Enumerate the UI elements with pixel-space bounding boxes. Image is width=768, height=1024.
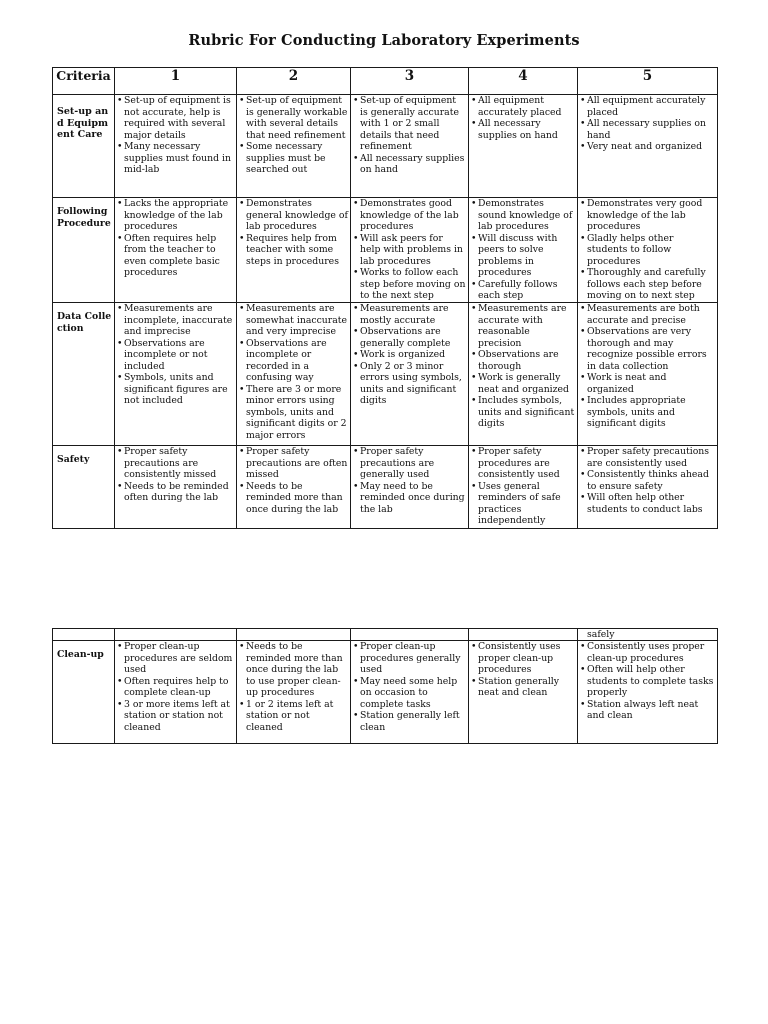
level-header: 3 bbox=[351, 68, 469, 95]
descriptor-item: • All equipment accurately placed bbox=[471, 95, 575, 118]
descriptor-list bbox=[353, 446, 466, 515]
descriptor-list bbox=[471, 446, 575, 527]
descriptor-item: • Station generally left clean bbox=[353, 710, 466, 733]
continuation-row bbox=[53, 629, 718, 641]
descriptor-list bbox=[580, 641, 715, 722]
descriptor-list bbox=[580, 446, 715, 515]
rubric-table-continued bbox=[52, 628, 718, 744]
rubric-row-data-collection bbox=[53, 303, 718, 446]
descriptor-item: • Will discuss with peers to solve problems in procedures bbox=[471, 233, 575, 279]
rubric-cell-level-5 bbox=[578, 303, 718, 446]
descriptor-item: • Observations are incomplete or not included bbox=[117, 338, 234, 373]
descriptor-item: • Many necessary supplies must found in mid-lab bbox=[117, 141, 234, 176]
descriptor-item: • All necessary supplies on hand bbox=[353, 153, 466, 176]
rubric-cell-level-1 bbox=[115, 198, 237, 303]
descriptor-list bbox=[471, 95, 575, 141]
descriptor-list bbox=[353, 641, 466, 733]
header-row bbox=[53, 68, 718, 95]
continuation-cell bbox=[237, 629, 351, 641]
descriptor-item: • Will ask peers for help with problems in lab procedures bbox=[353, 233, 466, 268]
descriptor-list bbox=[353, 303, 466, 407]
rubric-cell-level-5 bbox=[578, 95, 718, 198]
rubric-row-following-procedure bbox=[53, 198, 718, 303]
continuation-cell bbox=[351, 629, 469, 641]
descriptor-list bbox=[239, 95, 348, 176]
criteria-label: Data Collection bbox=[53, 303, 115, 446]
descriptor-list bbox=[353, 198, 466, 302]
rubric-cell-level-3 bbox=[351, 641, 469, 744]
descriptor-item: • May need to be reminded once during the lab bbox=[353, 481, 466, 516]
criteria-label: Following Procedure bbox=[53, 198, 115, 303]
rubric-cell-level-4 bbox=[469, 641, 578, 744]
descriptor-list bbox=[117, 446, 234, 504]
descriptor-item: • Gladly helps other students to follow procedures bbox=[580, 233, 715, 268]
descriptor-item: • Station always left neat and clean bbox=[580, 699, 715, 722]
descriptor-item: • Observations are generally complete bbox=[353, 326, 466, 349]
descriptor-item: • Demonstrates general knowledge of lab procedures bbox=[239, 198, 348, 233]
continuation-cell bbox=[115, 629, 237, 641]
descriptor-item: • Demonstrates very good knowledge of the lab procedures bbox=[580, 198, 715, 233]
criteria-label: Safety bbox=[53, 446, 115, 529]
descriptor-item: • Proper safety precautions are often missed bbox=[239, 446, 348, 481]
descriptor-list bbox=[239, 198, 348, 267]
descriptor-item: • Includes appropriate symbols, units and significant digits bbox=[580, 395, 715, 430]
descriptor-list bbox=[580, 198, 715, 302]
descriptor-item: • Only 2 or 3 minor errors using symbols, units and significant digits bbox=[353, 361, 466, 407]
descriptor-list bbox=[471, 641, 575, 699]
rubric-cell-level-4 bbox=[469, 198, 578, 303]
descriptor-item: • Often will help other students to complete tasks properly bbox=[580, 664, 715, 699]
rubric-cell-level-1 bbox=[115, 95, 237, 198]
rubric-cell-level-1 bbox=[115, 446, 237, 529]
rubric-cell-level-5 bbox=[578, 641, 718, 744]
descriptor-item: • Proper safety procedures are consistently used bbox=[471, 446, 575, 481]
descriptor-item: • Needs to be reminded more than once during the lab bbox=[239, 481, 348, 516]
descriptor-item: • Very neat and organized bbox=[580, 141, 715, 153]
descriptor-item: • 1 or 2 items left at station or not cleaned bbox=[239, 699, 348, 734]
descriptor-list bbox=[239, 446, 348, 515]
descriptor-item: • Often requires help from the teacher to even complete basic procedures bbox=[117, 233, 234, 279]
descriptor-item: • Set-up of equipment is not accurate, help is required with several major details bbox=[117, 95, 234, 141]
descriptor-item: • Measurements are accurate with reasonable precision bbox=[471, 303, 575, 349]
rubric-cell-level-4 bbox=[469, 95, 578, 198]
continuation-cell bbox=[469, 629, 578, 641]
descriptor-item: • Symbols, units and significant figures are not included bbox=[117, 372, 234, 407]
rubric-cell-level-2 bbox=[237, 303, 351, 446]
descriptor-item: • Proper clean-up procedures generally used bbox=[353, 641, 466, 676]
descriptor-list bbox=[117, 303, 234, 407]
descriptor-item: • Lacks the appropriate knowledge of the lab procedures bbox=[117, 198, 234, 233]
rubric-cell-level-2 bbox=[237, 641, 351, 744]
continuation-cell: safely bbox=[578, 629, 718, 641]
rubric-table bbox=[52, 67, 718, 529]
rubric-row-safety bbox=[53, 446, 718, 529]
criteria-header: Criteria bbox=[53, 68, 115, 95]
descriptor-item: • Thoroughly and carefully follows each step before moving on to next step bbox=[580, 267, 715, 302]
descriptor-item: • Set-up of equipment is generally accurate with 1 or 2 small details that need refinement bbox=[353, 95, 466, 153]
descriptor-item: • Demonstrates sound knowledge of lab procedures bbox=[471, 198, 575, 233]
descriptor-item: • Often requires help to complete clean-up bbox=[117, 676, 234, 699]
descriptor-list bbox=[117, 95, 234, 176]
descriptor-item: • Consistently uses proper clean-up procedures bbox=[580, 641, 715, 664]
criteria-label: Set-up and Equipment Care bbox=[53, 95, 115, 198]
rubric-cell-level-2 bbox=[237, 198, 351, 303]
rubric-cell-level-1 bbox=[115, 303, 237, 446]
descriptor-item: • Carefully follows each step bbox=[471, 279, 575, 302]
descriptor-item: • Will often help other students to conduct labs bbox=[580, 492, 715, 515]
rubric-cell-level-5 bbox=[578, 198, 718, 303]
descriptor-item: • Measurements are incomplete, inaccurate and imprecise bbox=[117, 303, 234, 338]
criteria-label: Clean-up bbox=[53, 641, 115, 744]
descriptor-item: • Observations are incomplete or recorded in a confusing way bbox=[239, 338, 348, 384]
descriptor-list bbox=[239, 641, 348, 733]
rubric-cell-level-2 bbox=[237, 95, 351, 198]
descriptor-list bbox=[471, 303, 575, 430]
descriptor-item: • Includes symbols, units and significant digits bbox=[471, 395, 575, 430]
descriptor-list bbox=[580, 95, 715, 153]
descriptor-list bbox=[117, 198, 234, 279]
descriptor-item: • Work is neat and organized bbox=[580, 372, 715, 395]
rubric-cell-level-2 bbox=[237, 446, 351, 529]
descriptor-item: • Proper safety precautions are generally used bbox=[353, 446, 466, 481]
level-header: 4 bbox=[469, 68, 578, 95]
descriptor-list bbox=[117, 641, 234, 733]
descriptor-item: • All necessary supplies on hand bbox=[580, 118, 715, 141]
continuation-cell bbox=[53, 629, 115, 641]
level-header: 5 bbox=[578, 68, 718, 95]
descriptor-item: • Work is generally neat and organized bbox=[471, 372, 575, 395]
descriptor-item: • 3 or more items left at station or station not cleaned bbox=[117, 699, 234, 734]
descriptor-item: • Proper clean-up procedures are seldom used bbox=[117, 641, 234, 676]
descriptor-item: • Demonstrates good knowledge of the lab procedures bbox=[353, 198, 466, 233]
descriptor-item: • May need some help on occasion to complete tasks bbox=[353, 676, 466, 711]
descriptor-item: • Set-up of equipment is generally workable with several details that need refinement bbox=[239, 95, 348, 141]
descriptor-item: • All equipment accurately placed bbox=[580, 95, 715, 118]
descriptor-item: • Measurements are somewhat inaccurate and very imprecise bbox=[239, 303, 348, 338]
rubric-cell-level-1 bbox=[115, 641, 237, 744]
descriptor-item: • Consistently thinks ahead to ensure safety bbox=[580, 469, 715, 492]
descriptor-item: • Consistently uses proper clean-up procedures bbox=[471, 641, 575, 676]
rubric-cell-level-3 bbox=[351, 198, 469, 303]
rubric-cell-level-3 bbox=[351, 446, 469, 529]
document-title: Rubric For Conducting Laboratory Experiments bbox=[188, 32, 580, 49]
descriptor-item: • Proper safety precautions are consistently missed bbox=[117, 446, 234, 481]
descriptor-item: • Station generally neat and clean bbox=[471, 676, 575, 699]
descriptor-item: • All necessary supplies on hand bbox=[471, 118, 575, 141]
rubric-cell-level-3 bbox=[351, 303, 469, 446]
rubric-cell-level-4 bbox=[469, 446, 578, 529]
descriptor-list bbox=[353, 95, 466, 176]
descriptor-item: • There are 3 or more minor errors using symbols, units and significant digits or 2 major errors bbox=[239, 384, 348, 442]
rubric-cell-level-5 bbox=[578, 446, 718, 529]
descriptor-list bbox=[580, 303, 715, 430]
descriptor-item: • Needs to be reminded more than once during the lab to use proper clean-up procedures bbox=[239, 641, 348, 699]
descriptor-item: • Works to follow each step before moving on to the next step bbox=[353, 267, 466, 302]
rubric-cell-level-3 bbox=[351, 95, 469, 198]
descriptor-item: • Measurements are mostly accurate bbox=[353, 303, 466, 326]
descriptor-item: • Uses general reminders of safe practices independently bbox=[471, 481, 575, 527]
descriptor-item: • Needs to be reminded often during the lab bbox=[117, 481, 234, 504]
descriptor-item: • Observations are thorough bbox=[471, 349, 575, 372]
descriptor-item: • Measurements are both accurate and precise bbox=[580, 303, 715, 326]
descriptor-item: • Proper safety precautions are consistently used bbox=[580, 446, 715, 469]
descriptor-item: • Work is organized bbox=[353, 349, 466, 361]
descriptor-item: • Observations are very thorough and may recognize possible errors in data collection bbox=[580, 326, 715, 372]
rubric-row-clean-up bbox=[53, 641, 718, 744]
rubric-cell-level-4 bbox=[469, 303, 578, 446]
level-header: 1 bbox=[115, 68, 237, 95]
rubric-row-set-up-and-equipment-care bbox=[53, 95, 718, 198]
descriptor-item: • Requires help from teacher with some steps in procedures bbox=[239, 233, 348, 268]
descriptor-list bbox=[471, 198, 575, 302]
descriptor-item: • Some necessary supplies must be searched out bbox=[239, 141, 348, 176]
descriptor-list bbox=[239, 303, 348, 441]
level-header: 2 bbox=[237, 68, 351, 95]
